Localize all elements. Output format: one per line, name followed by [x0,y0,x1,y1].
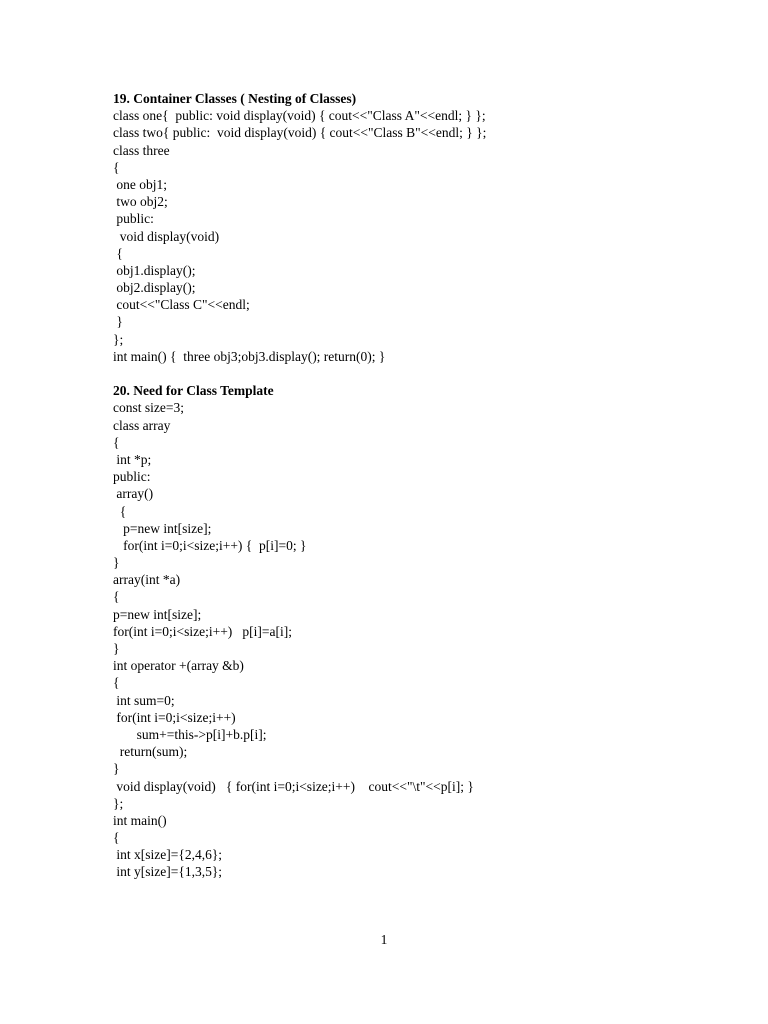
page-number: 1 [380,932,388,947]
code-line: class two{ public: void display(void) { cout<<"Class B"<<endl; } }; [113,125,487,141]
code-line: int main() { three obj3;obj3.display(); return(0); } [113,348,386,364]
code-line: { [113,503,127,519]
code-line: { [113,830,120,846]
section-heading: 19. Container Classes ( Nesting of Classes) [113,91,357,106]
code-line: class three [113,142,170,158]
code-line: public: [113,211,154,227]
code-line: sum+=this->p[i]+b.p[i]; [113,726,267,742]
code-line: int x[size]={2,4,6}; [113,847,223,863]
code-line: { [113,589,120,605]
code-line: { [113,675,120,691]
code-line: one obj1; [113,176,167,192]
code-line: } [113,761,120,777]
code-line: }; [113,331,124,347]
code-line: obj2.display(); [113,280,196,296]
code-line: int *p; [113,451,152,467]
code-line: array() [113,486,154,502]
code-line: } [113,641,120,656]
code-line: for(int i=0;i<size;i++) [113,709,236,725]
code-line: { [113,159,120,175]
code-line: p=new int[size]; [113,606,202,622]
code-line: for(int i=0;i<size;i++) p[i]=a[i]; [113,623,293,639]
code-line: const size=3; [113,400,184,416]
code-line: void display(void) [113,228,220,244]
code-line: return(sum); [113,744,188,760]
code-line: cout<<"Class C"<<endl; [113,297,250,313]
code-line: { [113,434,120,450]
code-line: int sum=0; [113,692,175,708]
code-line: public: [113,469,151,485]
code-line: void display(void) { for(int i=0;i<size;i++) cout<<"\t"<<p[i]; } [113,778,474,794]
code-line: } [113,555,120,571]
code-line: array(int *a) [113,572,181,588]
code-line: int main() [113,812,167,828]
code-line: } [113,314,123,330]
code-line: { [113,245,123,261]
code-line: }; [113,795,124,811]
code-line: class one{ public: void display(void) { cout<<"Class A"<<endl; } }; [113,108,486,124]
code-line: int y[size]={1,3,5}; [113,864,223,880]
code-line: two obj2; [113,194,168,210]
code-line: for(int i=0;i<size;i++) { p[i]=0; } [113,537,307,553]
code-line: p=new int[size]; [113,520,212,536]
section-heading: 20. Need for Class Template [113,383,274,399]
document-body [113,90,486,881]
code-line: int operator +(array &b) [113,658,244,674]
code-line: obj1.display(); [113,262,196,278]
code-line: class array [113,417,171,433]
section-spacer [113,365,486,382]
